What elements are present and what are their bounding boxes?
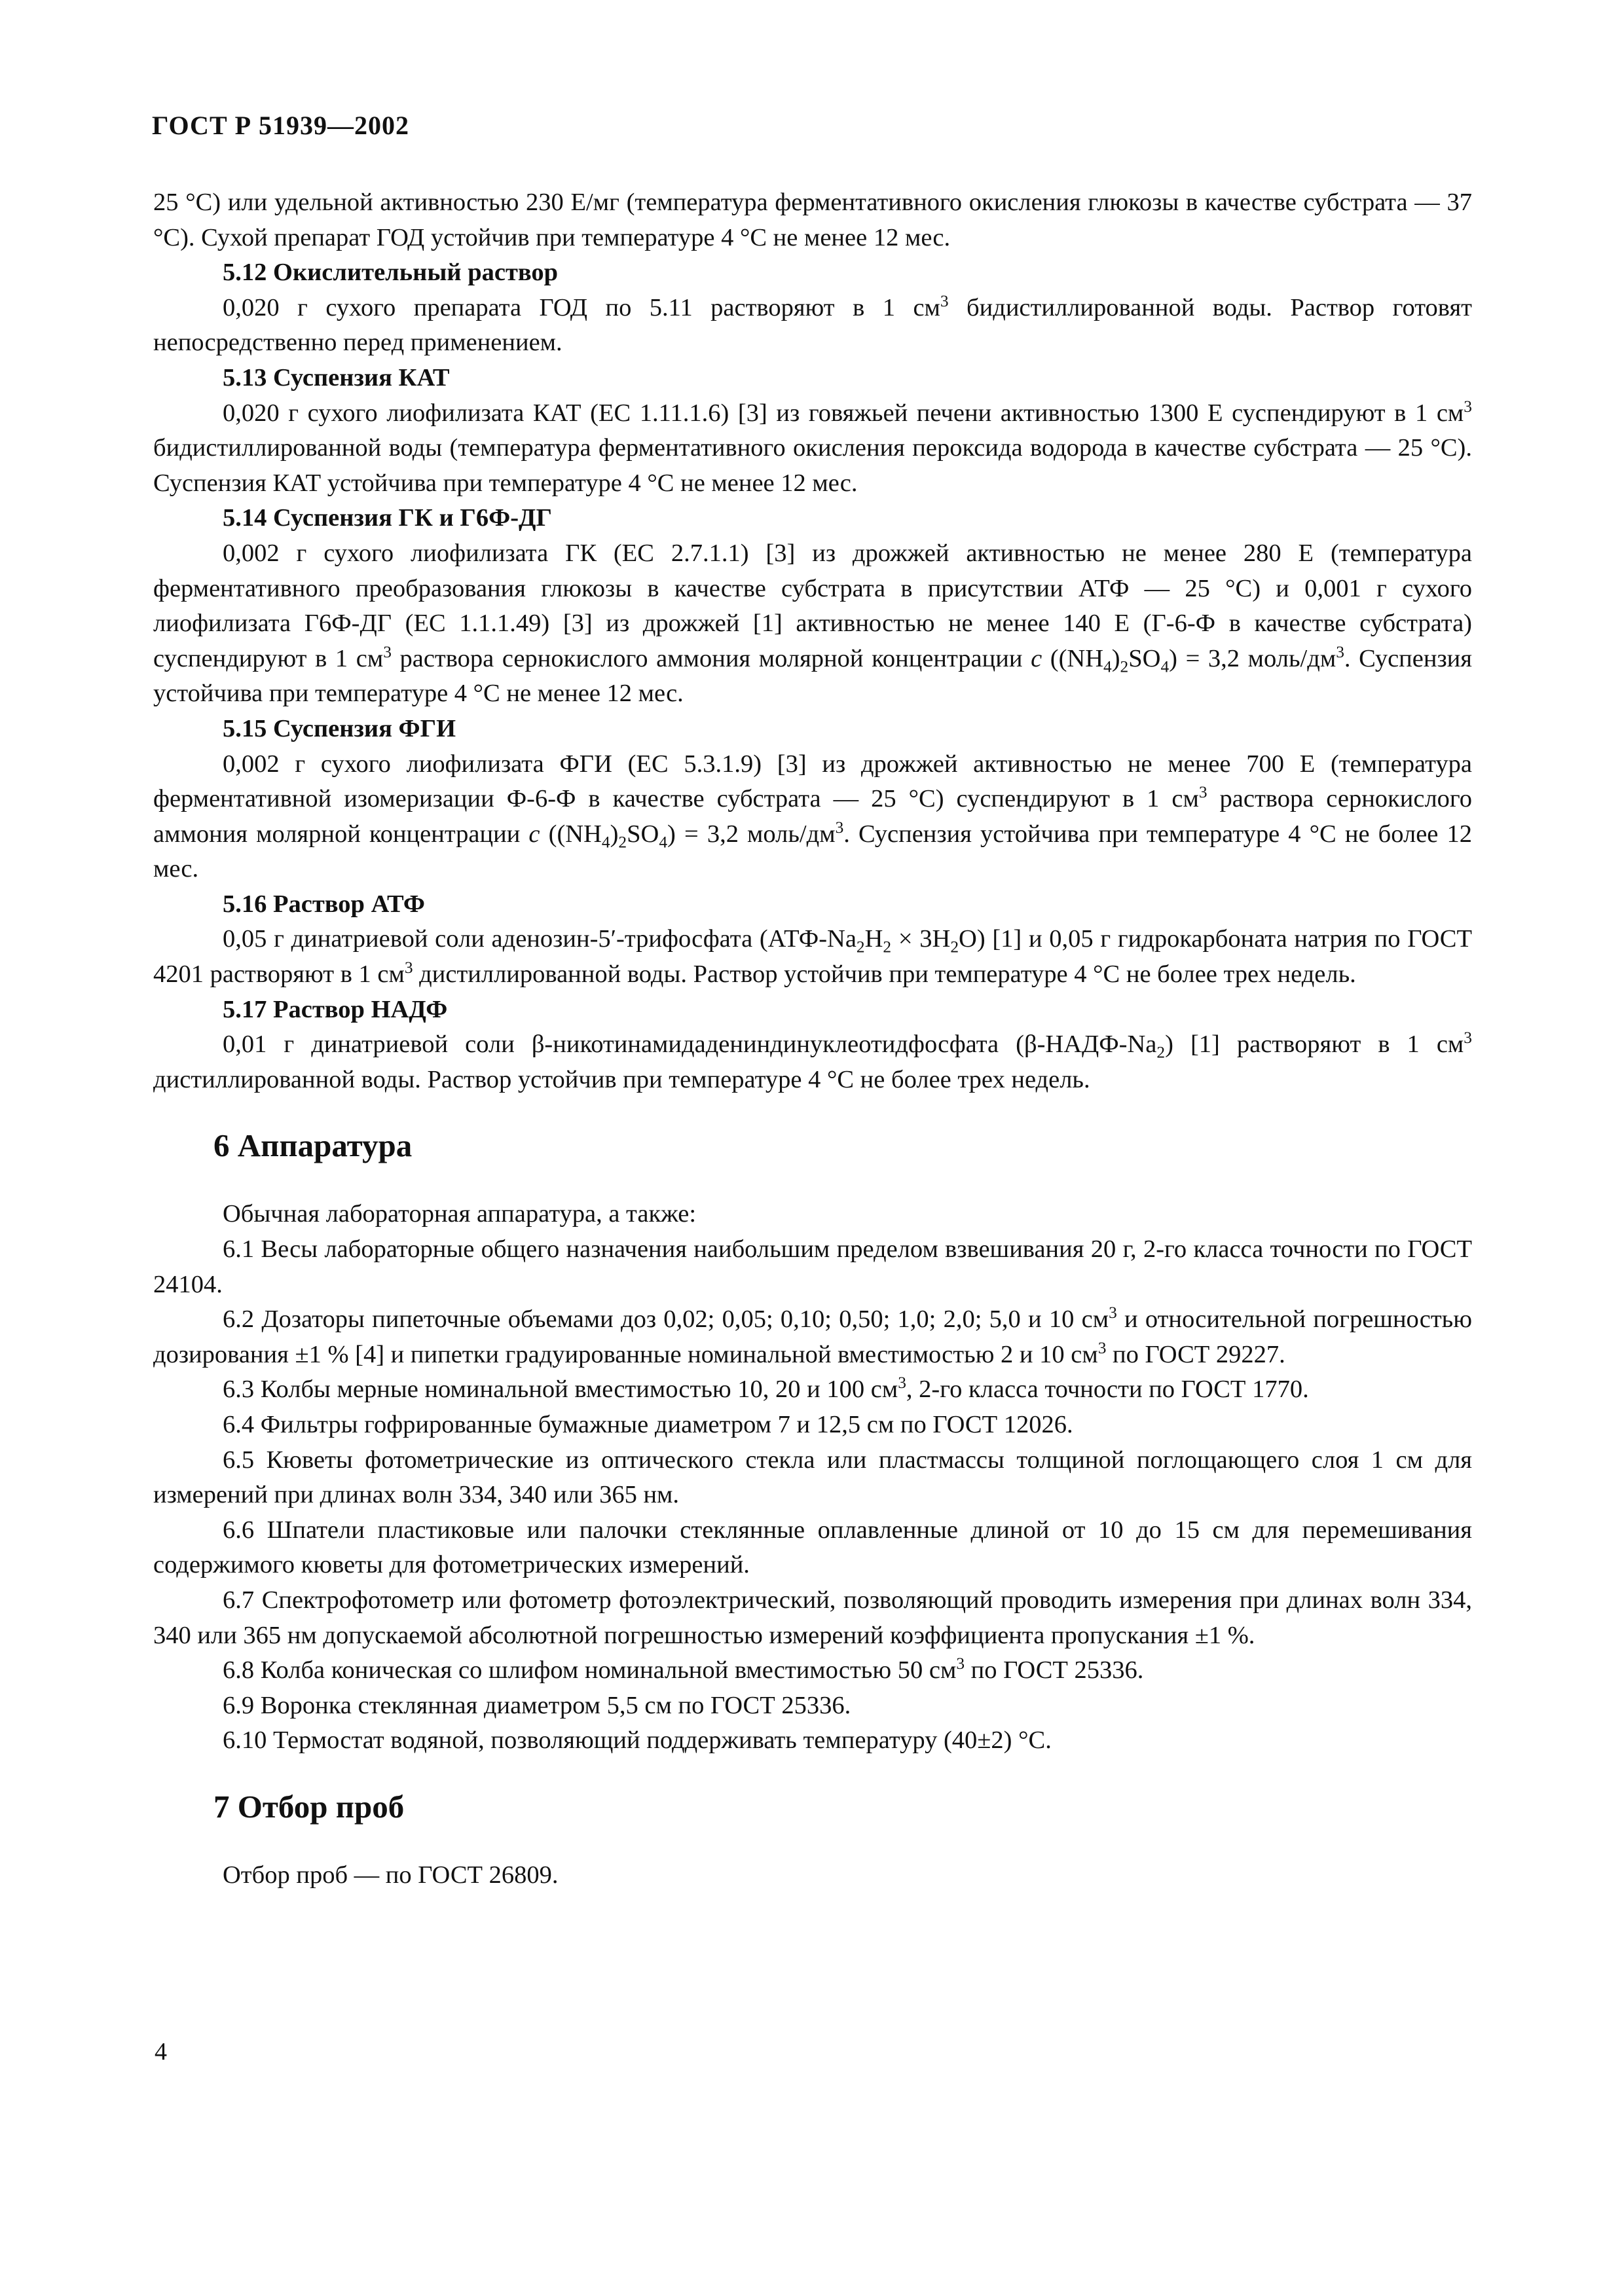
paragraph: 6.6 Шпатели пластиковые или палочки стеклянные оплавленные длиной от 10 до 15 см для перемешивания содержимого кюветы для фотометрических измерений. [153,1516,1472,1579]
paragraph: 0,002 г сухого лиофилизата ГК (ЕС 2.7.1.1) [3] из дрожжей активностью не менее 280 Е (температура ферментативного преобразования глюкозы в качестве субстрата в присутствии АТФ — 25 °С) и 0,001 г сухого лиофилизата Г6Ф-ДГ (ЕС 1.1.1.49) [3] из дрожжей [1] активностью не менее 140 Е (Г-6-Ф в качестве субстрата) суспендируют в 1 $см^3$ раствора сернокислого аммония молярной концентрации с $((NH_4)_2SO_4) = 3,2$ моль/$дм^3$. Суспензия устойчива при температуре 4 °С не менее 12 мес. [153,539,1472,708]
subsection-heading: 5.16 Раствор АТФ [223,890,425,918]
paragraph: 6.4 Фильтры гофрированные бумажные диаметром 7 и 12,5 см по ГОСТ 12026. [223,1411,1073,1438]
paragraph: 6.9 Воронка стеклянная диаметром 5,5 см по ГОСТ 25336. [223,1691,851,1719]
document-body [153,185,1472,1893]
subsection-heading: 5.17 Раствор НАДФ [223,995,448,1023]
paragraph: 6.2 Дозаторы пипеточные объемами доз 0,02; 0,05; 0,10; 0,50; 1,0; 2,0; 5,0 и 10 $см^3$ и относительной погрешностью дозирования ±1 % [4] и пипетки градуированные номинальной вместимостью 2 и 10 $см^3$ по ГОСТ 29227. [153,1303,1472,1368]
subsection-heading: 5.13 Суспензия КАТ [223,363,450,392]
paragraph: 6.5 Кюветы фотометрические из оптического стекла или пластмассы толщиной поглощающего слоя 1 см для измерений при длинах волн 334, 340 или 365 нм. [153,1446,1472,1509]
paragraph: Отбор проб — по ГОСТ 26809. [223,1861,559,1889]
subsection-heading: 5.15 Суспензия ФГИ [223,714,456,742]
paragraph: 0,01 г динатриевой соли β-никотинамидадениндинуклеотидфосфата $(\beta-НАДФ-Na_2)$ [1] растворяют в 1 $см^3$ дистиллированной воды. Раствор устойчив при температуре 4 °С не более трех недель. [153,1029,1472,1093]
subsection-heading: 5.12 Окислительный раствор [223,259,559,287]
document-header: ГОСТ Р 51939—2002 [152,111,410,140]
paragraph: 6.3 Колбы мерные номинальной вместимостью 10, 20 и 100 $см^3$, 2-го класса точности по ГОСТ 1770. [223,1374,1309,1404]
paragraph: 0,020 г сухого лиофилизата КАТ (ЕС 1.11.1.6) [3] из говяжьей печени активностью 1300 Е суспендируют в 1 $см^3$ бидистиллированной воды (температура ферментативного окисления пероксида водорода в качестве субстрата — 25 °С). Суспензия КАТ устойчива при температуре 4 °С не менее 12 мес. [153,397,1472,497]
subsection-heading: 5.14 Суспензия ГК и Г6Ф-ДГ [223,504,553,532]
paragraph: 6.7 Спектрофотометр или фотометр фотоэлектрический, позволяющий проводить измерения при длинах волн 334, 340 или 365 нм допускаемой абсолютной погрешностью измерений коэффициента пропускания ±1 %. [153,1586,1472,1649]
paragraph: 0,05 г динатриевой соли аденозин-5′-трифосфата $(АТФ-Na_2H_2 \times 3H_2O)$ [1] и 0,05 г гидрокарбоната натрия по ГОСТ 4201 растворяют в 1 $см^3$ дистиллированной воды. Раствор устойчив при температуре 4 °С не более трех недель. [153,925,1472,989]
paragraph: 0,020 г сухого препарата ГОД по 5.11 растворяют в 1 $см^3$ бидистиллированной воды. Раствор готовят непосредственно перед применением. [153,291,1472,357]
paragraph: 6.1 Весы лабораторные общего назначения наибольшим пределом взвешивания 20 г, 2-го класса точности по ГОСТ 24104. [153,1235,1472,1298]
paragraph: 0,002 г сухого лиофилизата ФГИ (ЕС 5.3.1.9) [3] из дрожжей активностью не менее 700 Е (температура ферментативной изомеризации Ф-6-Ф в качестве субстрата — 25 °С) суспендируют в 1 $см^3$ раствора сернокислого аммония молярной концентрации с $((NH_4)_2SO_4) = 3,2$ моль/$дм^3$. Суспензия устойчива при температуре 4 °С не более 12 мес. [153,750,1473,883]
paragraph: 6.10 Термостат водяной, позволяющий поддерживать температуру (40±2) °С. [223,1726,1052,1755]
paragraph: 25 °С) или удельной активностью 230 Е/мг (температура ферментативного окисления глюкозы в качестве субстрата — 37 °С). Сухой препарат ГОД устойчив при температуре 4 °С не менее 12 мес. [153,189,1472,251]
paragraph: 6.8 Колба коническая со шлифом номинальной вместимостью 50 $см^3$ по ГОСТ 25336. [223,1654,1144,1685]
page-number: 4 [155,2038,167,2066]
paragraph: Обычная лабораторная аппаратура, а также: [223,1200,697,1228]
section-heading: 6 Аппаратура [213,1127,413,1164]
section-heading: 7 Отбор проб [213,1788,405,1825]
